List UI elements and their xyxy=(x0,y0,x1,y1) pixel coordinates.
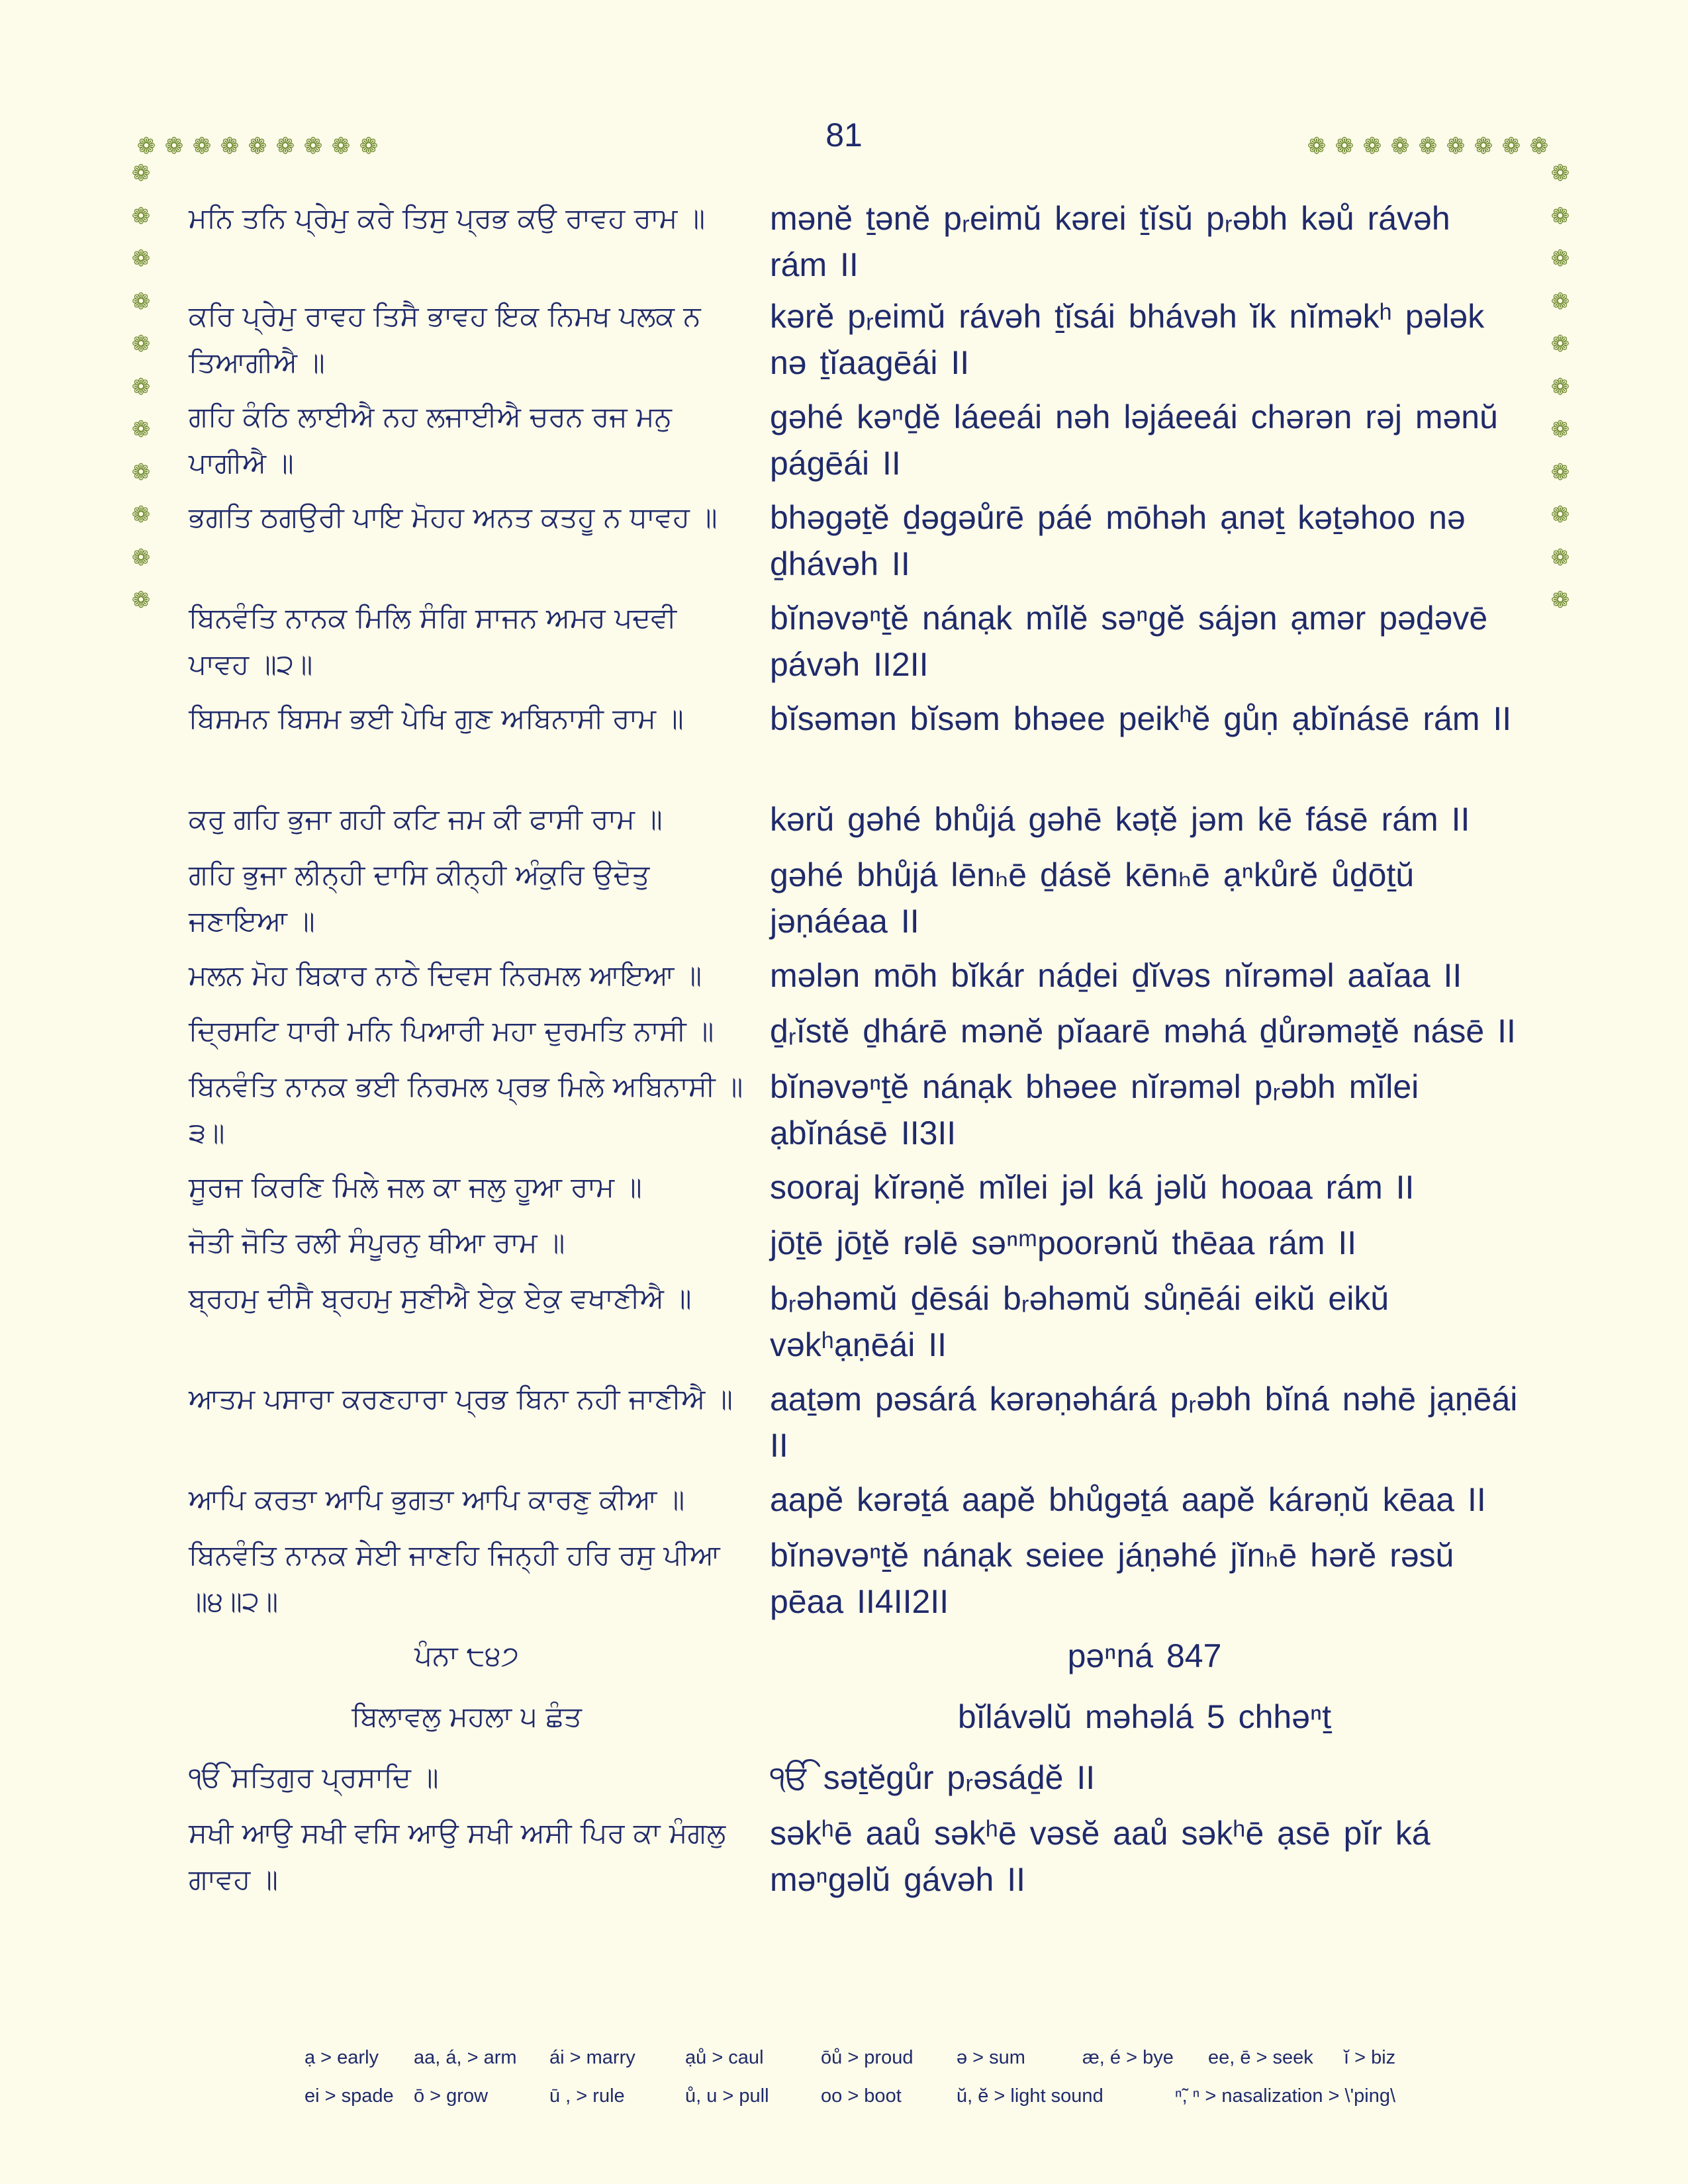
flower-ornament-icon: ❁ xyxy=(220,133,240,159)
verse-row xyxy=(189,1477,1526,1532)
transliteration-text: aaṯəm pəsárá kərəṇəhárá pᵣəbh bĭná nəhē jạṇēái II xyxy=(770,1381,1518,1464)
flower-ornament-icon: ❁ xyxy=(131,459,151,486)
flower-ornament-icon: ❁ xyxy=(331,133,351,159)
flower-ornament-icon: ❁ xyxy=(1307,133,1327,159)
legend-item: ə > sum xyxy=(957,2046,1025,2068)
flower-ornament-icon: ❁ xyxy=(1550,246,1570,273)
gurmukhi-text: ਭਗਤਿ ਠਗਉਰੀ ਪਾਇ ਮੋਹਹ ਅਨਤ ਕਤਹੂ ਨ ਧਾਵਹ ॥ xyxy=(189,501,718,533)
flower-ornament-icon: ❁ xyxy=(131,246,151,273)
transliteration-text: mələn mōh bĭkár náḏei ḏĭvəs nĭrəməl aaĭaa II xyxy=(770,957,1462,994)
gurmukhi-text: ਬਿਨਵੰਤਿ ਨਾਨਕ ਸੇਈ ਜਾਣਹਿ ਜਿਨ੍ਹੀ ਹਰਿ ਰਸੁ ਪੀਆ ॥੪॥੨॥ xyxy=(189,1539,720,1617)
decorative-border-top-left xyxy=(132,132,383,160)
verse-row xyxy=(189,1064,1526,1164)
decorative-border-top-right xyxy=(1303,132,1553,160)
flower-ornament-icon: ❁ xyxy=(359,133,379,159)
flower-ornament-icon: ❁ xyxy=(131,502,151,529)
transliteration-text: bĭnəvəⁿṯĕ nánạk bhəee nĭrəməl pᵣəbh mĭlei ạbĭnásē II3II xyxy=(770,1068,1419,1152)
legend-item: ŭ, ĕ > light sound xyxy=(957,2085,1103,2107)
flower-ornament-icon: ❁ xyxy=(131,544,151,571)
transliteration-text: ੴ səṯĕgůr pᵣəsáḏĕ II xyxy=(770,1759,1096,1796)
decorative-border-right xyxy=(1546,152,1574,622)
transliteration-text: bĭsəmən bĭsəm bhəee peikʰĕ gůṇ ạbĭnásē rám II xyxy=(770,700,1512,737)
transliteration-text: kərŭ gəhé bhůjá gəhē kəṭĕ jəm kē fásē rám II xyxy=(770,801,1470,838)
transliteration-text: bhəgəṯĕ ḏəgəůrē páé mōhəh ạnəṯ kəṯəhoo nə ḏhávəh II xyxy=(770,499,1466,582)
transliteration-text: aapĕ kərəṯá aapĕ bhůgəṯá aapĕ kárəṇŭ kēaa II xyxy=(770,1481,1486,1518)
transliteration-text: sooraj kĭrəṇĕ mĭlei jəl ká jəlŭ hooaa rám II xyxy=(770,1169,1415,1206)
flower-ornament-icon: ❁ xyxy=(1501,133,1521,159)
pronunciation-legend xyxy=(305,2038,1496,2115)
legend-item: ĭ > biz xyxy=(1344,2046,1396,2068)
legend-item: ů, u > pull xyxy=(685,2085,769,2107)
legend-item: ei > spade xyxy=(305,2085,394,2107)
flower-ornament-icon: ❁ xyxy=(1335,133,1354,159)
flower-ornament-icon: ❁ xyxy=(131,373,151,400)
legend-item: ū , > rule xyxy=(549,2085,625,2107)
flower-ornament-icon: ❁ xyxy=(1550,587,1570,614)
transliteration-text: jōṯē jōṯĕ rəlē səⁿᵐpoorənŭ thēaa rám II xyxy=(770,1224,1357,1261)
flower-ornament-icon: ❁ xyxy=(131,331,151,358)
verse-row xyxy=(189,852,1526,952)
transliteration-text: bĭnəvəⁿṯĕ nánạk mĭlĕ səⁿgĕ sájən ạmər pəḏəvē pávəh II2II xyxy=(770,600,1488,683)
transliteration-text: bĭnəvəⁿṯĕ nánạk seiee jáṇəhé jĭnₕē hərĕ rəsŭ pēaa II4II2II xyxy=(770,1537,1454,1620)
gurmukhi-text: ਆਤਮ ਪਸਾਰਾ ਕਰਣਹਾਰਾ ਪ੍ਰਭ ਬਿਨਾ ਨਹੀ ਜਾਣੀਐ ॥ xyxy=(189,1383,733,1415)
flower-ornament-icon: ❁ xyxy=(1550,203,1570,230)
legend-item: ō > grow xyxy=(414,2085,489,2107)
verse-row xyxy=(189,1008,1526,1064)
verse-row xyxy=(189,696,1526,796)
flower-ornament-icon: ❁ xyxy=(1529,133,1549,159)
verse-row xyxy=(189,394,1526,494)
flower-ornament-icon: ❁ xyxy=(164,133,184,159)
gurmukhi-text: ਬਿਨਵੰਤਿ ਨਾਨਕ ਮਿਲਿ ਸੰਗਿ ਸਾਜਨ ਅਮਰ ਪਦਵੀ ਪਾਵਹ ॥੨॥ xyxy=(189,602,677,680)
gurmukhi-text: ਕਰਿ ਪ੍ਰੇਮੁ ਰਾਵਹ ਤਿਸੈ ਭਾਵਹ ਇਕ ਨਿਮਖ ਪਲਕ ਨ ਤਿਆਗੀਐ ॥ xyxy=(189,300,701,379)
flower-ornament-icon: ❁ xyxy=(1550,502,1570,529)
gurmukhi-text: ਬਿਸਮਨ ਬਿਸਮ ਭਈ ਪੇਖਿ ਗੁਣ ਅਬਿਨਾਸੀ ਰਾਮ ॥ xyxy=(189,702,684,735)
verse-row xyxy=(189,1376,1526,1477)
verse-row xyxy=(189,952,1526,1008)
transliteration-text: səkʰē aaů səkʰē vəsĕ aaů səkʰē ạsē pĭr ká məⁿgəlŭ gávəh II xyxy=(770,1815,1430,1898)
gurmukhi-text: ਬਿਨਵੰਤਿ ਨਾਨਕ ਭਈ ਨਿਰਮਲ ਪ੍ਰਭ ਮਿਲੇ ਅਬਿਨਾਸੀ ॥੩॥ xyxy=(189,1070,743,1149)
gurmukhi-text: ਜੋਤੀ ਜੋਤਿ ਰਲੀ ਸੰਪੂਰਨੁ ਥੀਆ ਰਾਮ ॥ xyxy=(189,1226,565,1259)
gurmukhi-text: ਪੰਨਾ ੮੪੭ xyxy=(414,1639,519,1672)
page-number: 81 xyxy=(825,116,863,154)
legend-item: oo > boot xyxy=(821,2085,902,2107)
flower-ornament-icon: ❁ xyxy=(1550,416,1570,443)
legend-item: ái > marry xyxy=(549,2046,635,2068)
legend-item: ạ > early xyxy=(305,2046,379,2068)
verse-row xyxy=(189,1633,1526,1694)
transliteration-text: gəhé kəⁿḏĕ láeeái nəh ləjáeeái chərən rəj mənŭ págēái II xyxy=(770,398,1498,482)
legend-item: aa, á, > arm xyxy=(414,2046,517,2068)
legend-item: ⁿ̃, ⁿ > nasalization > \'ping\ xyxy=(1175,2085,1396,2107)
gurmukhi-text: ਬਿਲਾਵਲੁ ਮਹਲਾ ੫ ਛੰਤ xyxy=(352,1700,582,1733)
flower-ornament-icon: ❁ xyxy=(131,203,151,230)
flower-ornament-icon: ❁ xyxy=(1550,544,1570,571)
verse-row xyxy=(189,1532,1526,1633)
transliteration-text: gəhé bhůjá lēnₕē ḏásĕ kēnₕē ạⁿkůrĕ ůḏōṯŭ jəṇáéaa II xyxy=(770,856,1415,940)
legend-row xyxy=(305,2077,1496,2115)
flower-ornament-icon: ❁ xyxy=(248,133,267,159)
flower-ornament-icon: ❁ xyxy=(131,160,151,187)
flower-ornament-icon: ❁ xyxy=(1550,373,1570,400)
verse-row xyxy=(189,1754,1526,1810)
flower-ornament-icon: ❁ xyxy=(303,133,323,159)
transliteration-text: bᵣəhəmŭ ḏēsái bᵣəhəmŭ sůṇēái eikŭ eikŭ vəkʰạṇēái II xyxy=(770,1280,1389,1363)
decorative-border-left xyxy=(127,152,155,622)
verse-row xyxy=(189,293,1526,394)
gurmukhi-text: ਦ੍ਰਿਸਟਿ ਧਾਰੀ ਮਨਿ ਪਿਆਰੀ ਮਹਾ ਦੁਰਮਤਿ ਨਾਸੀ ॥ xyxy=(189,1015,714,1047)
flower-ornament-icon: ❁ xyxy=(192,133,212,159)
verse-row xyxy=(189,195,1526,293)
flower-ornament-icon: ❁ xyxy=(1418,133,1438,159)
legend-item: ōů > proud xyxy=(821,2046,914,2068)
verse-row xyxy=(189,1220,1526,1275)
legend-item: æ, é > bye xyxy=(1082,2046,1174,2068)
flower-ornament-icon: ❁ xyxy=(1390,133,1410,159)
gurmukhi-text: ਸੂਰਜ ਕਿਰਣਿ ਮਿਲੇ ਜਲ ਕਾ ਜਲੁ ਹੂਆ ਰਾਮ ॥ xyxy=(189,1171,642,1203)
verse-row xyxy=(189,1810,1526,1903)
gurmukhi-text: ਕਰੁ ਗਹਿ ਭੁਜਾ ਗਹੀ ਕਟਿ ਜਮ ਕੀ ਫਾਸੀ ਰਾਮ ॥ xyxy=(189,803,663,835)
gurmukhi-text: ਮਨਿ ਤਨਿ ਪ੍ਰੇਮੁ ਕਰੇ ਤਿਸੁ ਪ੍ਰਭ ਕਉ ਰਾਵਹ ਰਾਮ ॥ xyxy=(189,202,706,234)
flower-ornament-icon: ❁ xyxy=(1550,288,1570,315)
flower-ornament-icon: ❁ xyxy=(1550,331,1570,358)
flower-ornament-icon: ❁ xyxy=(1446,133,1466,159)
gurmukhi-text: ਸਖੀ ਆਉ ਸਖੀ ਵਸਿ ਆਉ ਸਖੀ ਅਸੀ ਪਿਰ ਕਾ ਮੰਗਲੁ ਗਾਵਹ ॥ xyxy=(189,1817,726,1895)
transliteration-text: mənĕ ṯənĕ pᵣeimŭ kərei ṯĭsŭ pᵣəbh kəů rávəh rám II xyxy=(770,200,1450,283)
gurmukhi-text: ਗਹਿ ਭੁਜਾ ਲੀਨ੍ਹੀ ਦਾਸਿ ਕੀਨ੍ਹੀ ਅੰਕੁਰਿ ਉਦੋਤੁ ਜਣਾਇਆ ॥ xyxy=(189,858,650,937)
flower-ornament-icon: ❁ xyxy=(1474,133,1493,159)
flower-ornament-icon: ❁ xyxy=(131,288,151,315)
legend-row xyxy=(305,2038,1496,2077)
verse-row xyxy=(189,796,1526,852)
verse-row xyxy=(189,1164,1526,1220)
verse-row xyxy=(189,595,1526,696)
flower-ornament-icon: ❁ xyxy=(1362,133,1382,159)
transliteration-text: bĭlávəlŭ məhəlá 5 chhəⁿṯ xyxy=(957,1698,1332,1735)
legend-item: ee, ē > seek xyxy=(1208,2046,1313,2068)
flower-ornament-icon: ❁ xyxy=(131,416,151,443)
gurmukhi-text: ਗਹਿ ਕੰਠਿ ਲਾਈਐ ਨਹ ਲਜਾਈਐ ਚਰਨ ਰਜ ਮਨੁ ਪਾਗੀਐ ॥ xyxy=(189,400,672,479)
flower-ornament-icon: ❁ xyxy=(1550,160,1570,187)
verse-row xyxy=(189,1275,1526,1376)
flower-ornament-icon: ❁ xyxy=(131,587,151,614)
gurmukhi-text: ੴ ਸਤਿਗੁਰ ਪ੍ਰਸਾਦਿ ॥ xyxy=(189,1761,439,1794)
transliteration-text: ḏᵣĭstĕ ḏhárē mənĕ pĭaarē məhá ḏůrəməṯĕ násē II xyxy=(770,1013,1516,1050)
gurmukhi-text: ਬ੍ਰਹਮੁ ਦੀਸੈ ਬ੍ਰਹਮੁ ਸੁਣੀਐ ਏਕੁ ਏਕੁ ਵਖਾਣੀਐ ॥ xyxy=(189,1282,692,1314)
gurmukhi-text: ਮਲਨ ਮੋਹ ਬਿਕਾਰ ਨਾਠੇ ਦਿਵਸ ਨਿਰਮਲ ਆਇਆ ॥ xyxy=(189,959,702,991)
transliteration-text: kərĕ pᵣeimŭ rávəh ṯĭsái bhávəh ĭk nĭməkʰ pələk nə ṯĭaagēái II xyxy=(770,298,1485,381)
flower-ornament-icon: ❁ xyxy=(1550,459,1570,486)
flower-ornament-icon: ❁ xyxy=(136,133,156,159)
flower-ornament-icon: ❁ xyxy=(275,133,295,159)
verse-row xyxy=(189,1694,1526,1754)
verse-row xyxy=(189,494,1526,595)
gurmukhi-text: ਆਪਿ ਕਰਤਾ ਆਪਿ ਭੁਗਤਾ ਆਪਿ ਕਾਰਣੁ ਕੀਆ ॥ xyxy=(189,1483,685,1516)
legend-item: ạů > caul xyxy=(685,2046,764,2068)
transliteration-text: pəⁿná 847 xyxy=(1067,1637,1222,1674)
verse-table xyxy=(189,195,1526,1903)
